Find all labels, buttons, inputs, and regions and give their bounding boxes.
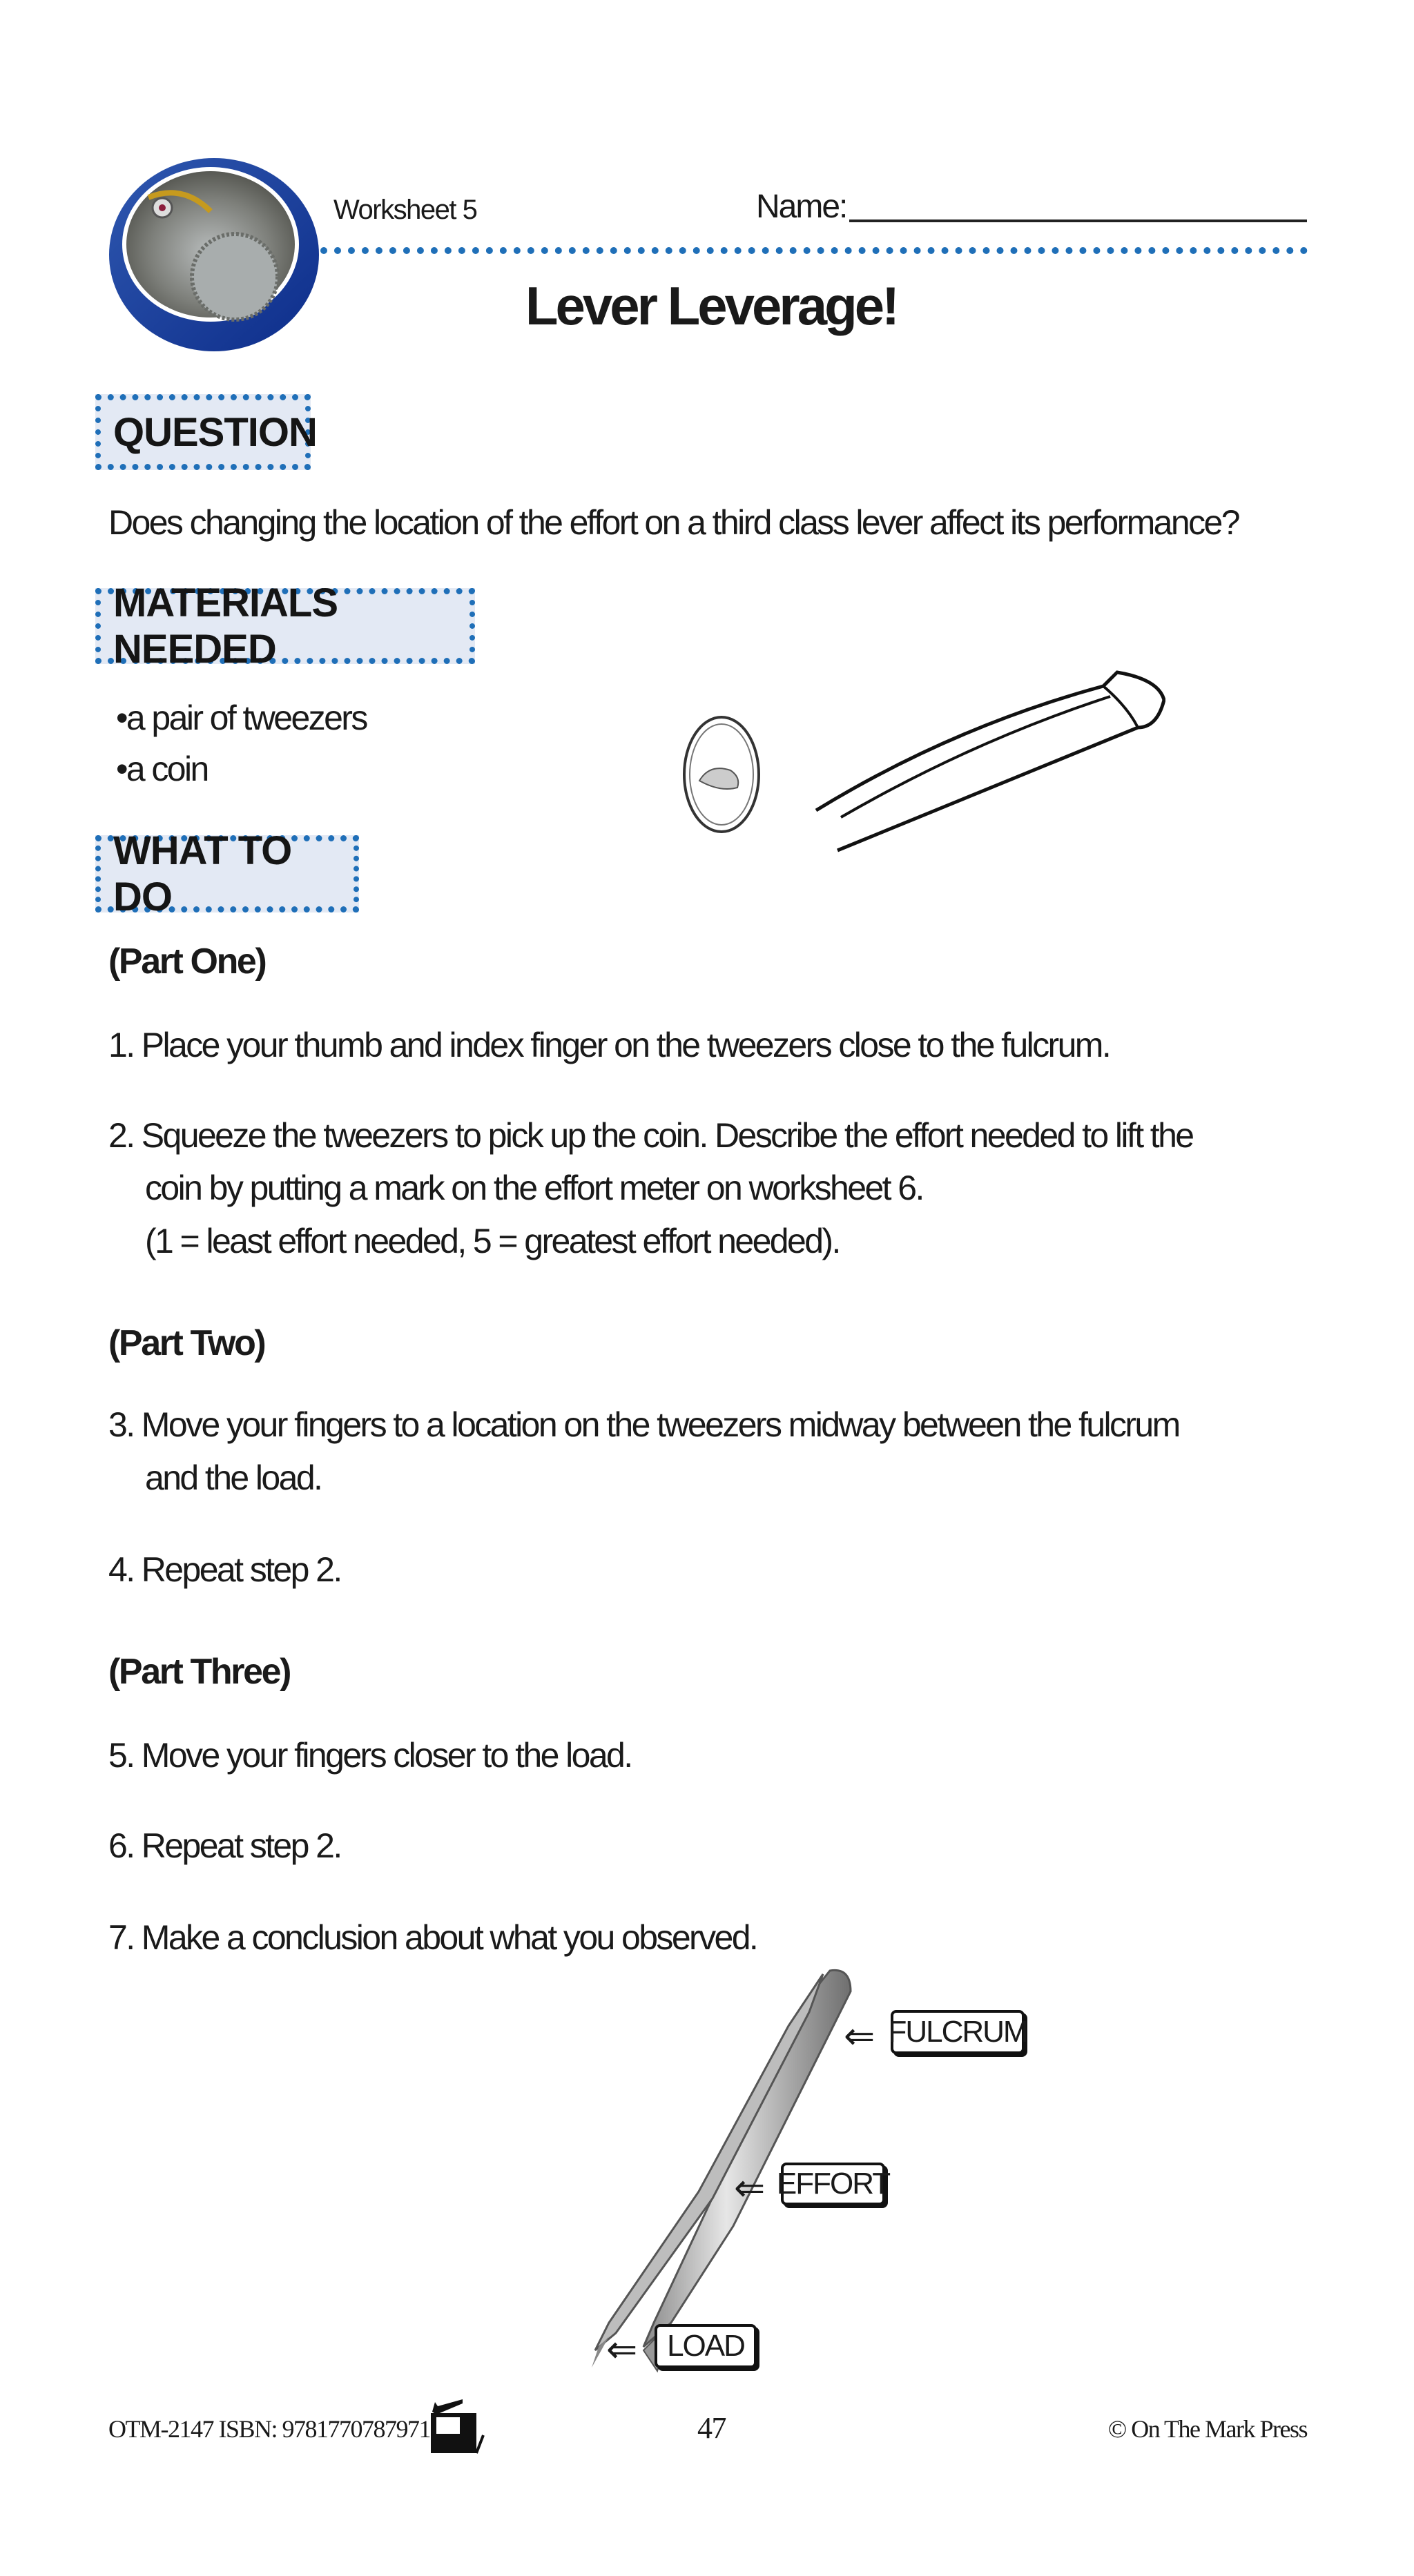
- photocopier-icon: [428, 2399, 511, 2458]
- coin-illustration: [682, 715, 761, 837]
- header-divider: [320, 247, 1308, 254]
- name-label: Name:: [756, 188, 847, 225]
- step-5: 5. Move your fingers closer to the load.: [108, 1736, 632, 1775]
- load-arrow-icon: ⇐: [606, 2329, 638, 2370]
- tweezers-sketch: [813, 665, 1165, 857]
- footer-code: OTM-2147 ISBN: 9781770787971: [108, 2415, 431, 2443]
- fulcrum-label: FULCRUM: [891, 2010, 1025, 2054]
- material-item: •a pair of tweezers: [116, 699, 367, 737]
- step-4: 4. Repeat step 2.: [108, 1550, 341, 1589]
- load-label: LOAD: [655, 2324, 757, 2368]
- effort-label: EFFORT: [781, 2163, 885, 2205]
- page-title: Lever Leverage!: [525, 275, 898, 336]
- page-number: 47: [697, 2411, 726, 2445]
- copyright: © On The Mark Press: [1107, 2415, 1307, 2443]
- part-two-heading: (Part Two): [108, 1323, 265, 1363]
- effort-arrow-icon: ⇐: [734, 2167, 766, 2209]
- what-to-do-heading-text: WHAT TO DO: [113, 828, 292, 919]
- materials-heading: [95, 580, 475, 672]
- step-1: 1. Place your thumb and index finger on the tweezers close to the fulcrum.: [108, 1026, 1110, 1064]
- what-to-do-heading: [95, 828, 359, 919]
- part-one-heading: (Part One): [108, 941, 266, 982]
- material-item: •a coin: [116, 750, 208, 788]
- step-2-line-1: 2. Squeeze the tweezers to pick up the coin. Describe the effort needed to lift the: [108, 1116, 1193, 1155]
- question-heading-text: QUESTION: [113, 409, 317, 455]
- name-field[interactable]: [849, 219, 1307, 222]
- step-2-line-3: (1 = least effort needed, 5 = greatest effort needed).: [145, 1222, 840, 1260]
- fulcrum-arrow-icon: ⇐: [844, 2016, 875, 2057]
- material-item-label: a pair of tweezers: [126, 699, 367, 737]
- part-three-heading: (Part Three): [108, 1652, 291, 1692]
- step-6: 6. Repeat step 2.: [108, 1826, 341, 1865]
- question-text: Does changing the location of the effort on a third class lever affect its performance?: [108, 503, 1239, 542]
- question-heading: [95, 394, 317, 470]
- step-3-line-1: 3. Move your fingers to a location on the tweezers midway between the fulcrum: [108, 1405, 1179, 1444]
- worksheet-label: Worksheet 5: [333, 195, 477, 225]
- step-2-line-2: coin by putting a mark on the effort meter on worksheet 6.: [145, 1169, 923, 1207]
- materials-heading-text: MATERIALS NEEDED: [113, 580, 338, 672]
- step-3-line-2: and the load.: [145, 1458, 322, 1497]
- material-item-label: a coin: [126, 750, 208, 788]
- step-7: 7. Make a conclusion about what you observed.: [108, 1918, 757, 1957]
